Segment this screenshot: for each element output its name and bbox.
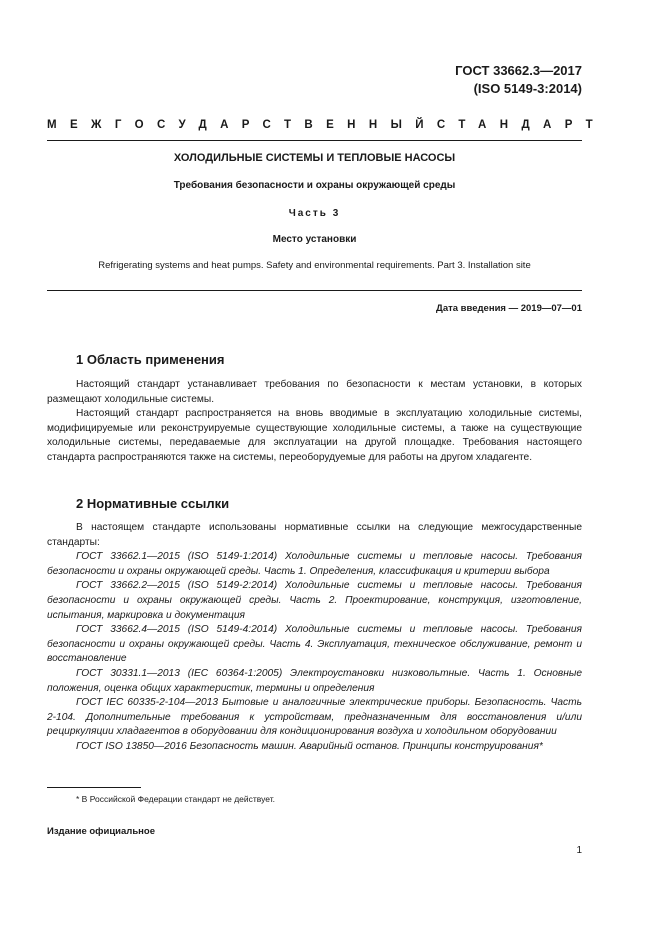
iso-code: (ISO 5149-3:2014) [473, 81, 582, 96]
title-english: Refrigerating systems and heat pumps. Safety and environmental requirements. Part 3. Installation site [98, 260, 531, 271]
section1-heading: 1 Область применения [76, 352, 225, 367]
top-rule [47, 140, 582, 141]
reference-item: ГОСТ IEC 60335-2-104—2013 Бытовые и аналогичные электрические приборы. Безопасность. Часть 2-104. Дополнительные требования к устройствам, предназначенным для восстановления и/или рециркуляции хладагентов в оборудовании для кондиционирования воздуха и холодильном оборудовании [47, 697, 582, 738]
intro-date: Дата введения — 2019—07—01 [436, 303, 582, 314]
section2-heading: 2 Нормативные ссылки [76, 496, 230, 511]
reference-item: ГОСТ 33662.1—2015 (ISO 5149-1:2014) Холодильные системы и тепловые насосы. Требования безопасности и охраны окружающей среды. Часть 1. Определения, классификация и критерии выбора [47, 551, 582, 577]
reference-item: ГОСТ 30331.1—2013 (IEC 60364-1:2005) Электроустановки низковольтные. Часть 1. Основные положения, оценка общих характеристик, термины и определения [47, 667, 582, 694]
title-subtitle: Требования безопасности и охраны окружающей среды [173, 180, 456, 191]
section2-intro: В настоящем стандарте использованы нормативные ссылки на следующие межгосударственные стандарты: [47, 522, 582, 548]
title-rule [47, 290, 582, 291]
reference-item: ГОСТ 33662.2—2015 (ISO 5149-2:2014) Холодильные системы и тепловые насосы. Требования безопасности и охраны окружающей среды. Часть 2. Проектирование, конструкция, изготовление, испытания, маркировка и документация [47, 580, 582, 621]
standard-type [47, 119, 607, 131]
standard-type-word1: МЕЖГОСУДАРСТВЕННЫЙ [47, 119, 437, 131]
publication-label: Издание официальное [47, 826, 155, 837]
reference-item: ГОСТ ISO 13850—2016 Безопасность машин. Аварийный останов. Принципы конструирования* [76, 740, 543, 752]
title-part: Часть 3 [288, 208, 341, 219]
title-main: ХОЛОДИЛЬНЫЕ СИСТЕМЫ И ТЕПЛОВЫЕ НАСОСЫ [173, 152, 456, 164]
section1-paragraph: Настоящий стандарт распространяется на вновь вводимые в эксплуатацию холодильные системы, модифицируемые или реконструируемые существующие холодильные системы, а также на существующие холодильные системы, передаваемые для эксплуатации на другой площадке. Требования настоящего стандарта распространяются также на системы, переоборудуемые для работы на другом хладагенте. [47, 408, 582, 463]
section1-paragraph: Настоящий стандарт устанавливает требования по безопасности к местам установки, в которых размещают холодильные системы. [47, 379, 582, 405]
section2-body [47, 521, 582, 755]
reference-item: ГОСТ 33662.4—2015 (ISO 5149-4:2014) Холодильные системы и тепловые насосы. Требования безопасности и охраны окружающей среды. Часть 4. Эксплуатация, техническое обслуживание, ремонт и восстановление [47, 624, 582, 665]
standard-type-word2: СТАНДАРТ [436, 119, 607, 131]
page-number: 1 [576, 845, 582, 856]
title-part-name: Место установки [272, 234, 357, 245]
standard-code: ГОСТ 33662.3—2017 [455, 63, 582, 78]
section1-body [47, 378, 582, 466]
footnote-rule [47, 787, 141, 788]
footnote: * В Российской Федерации стандарт не действует. [76, 794, 276, 804]
